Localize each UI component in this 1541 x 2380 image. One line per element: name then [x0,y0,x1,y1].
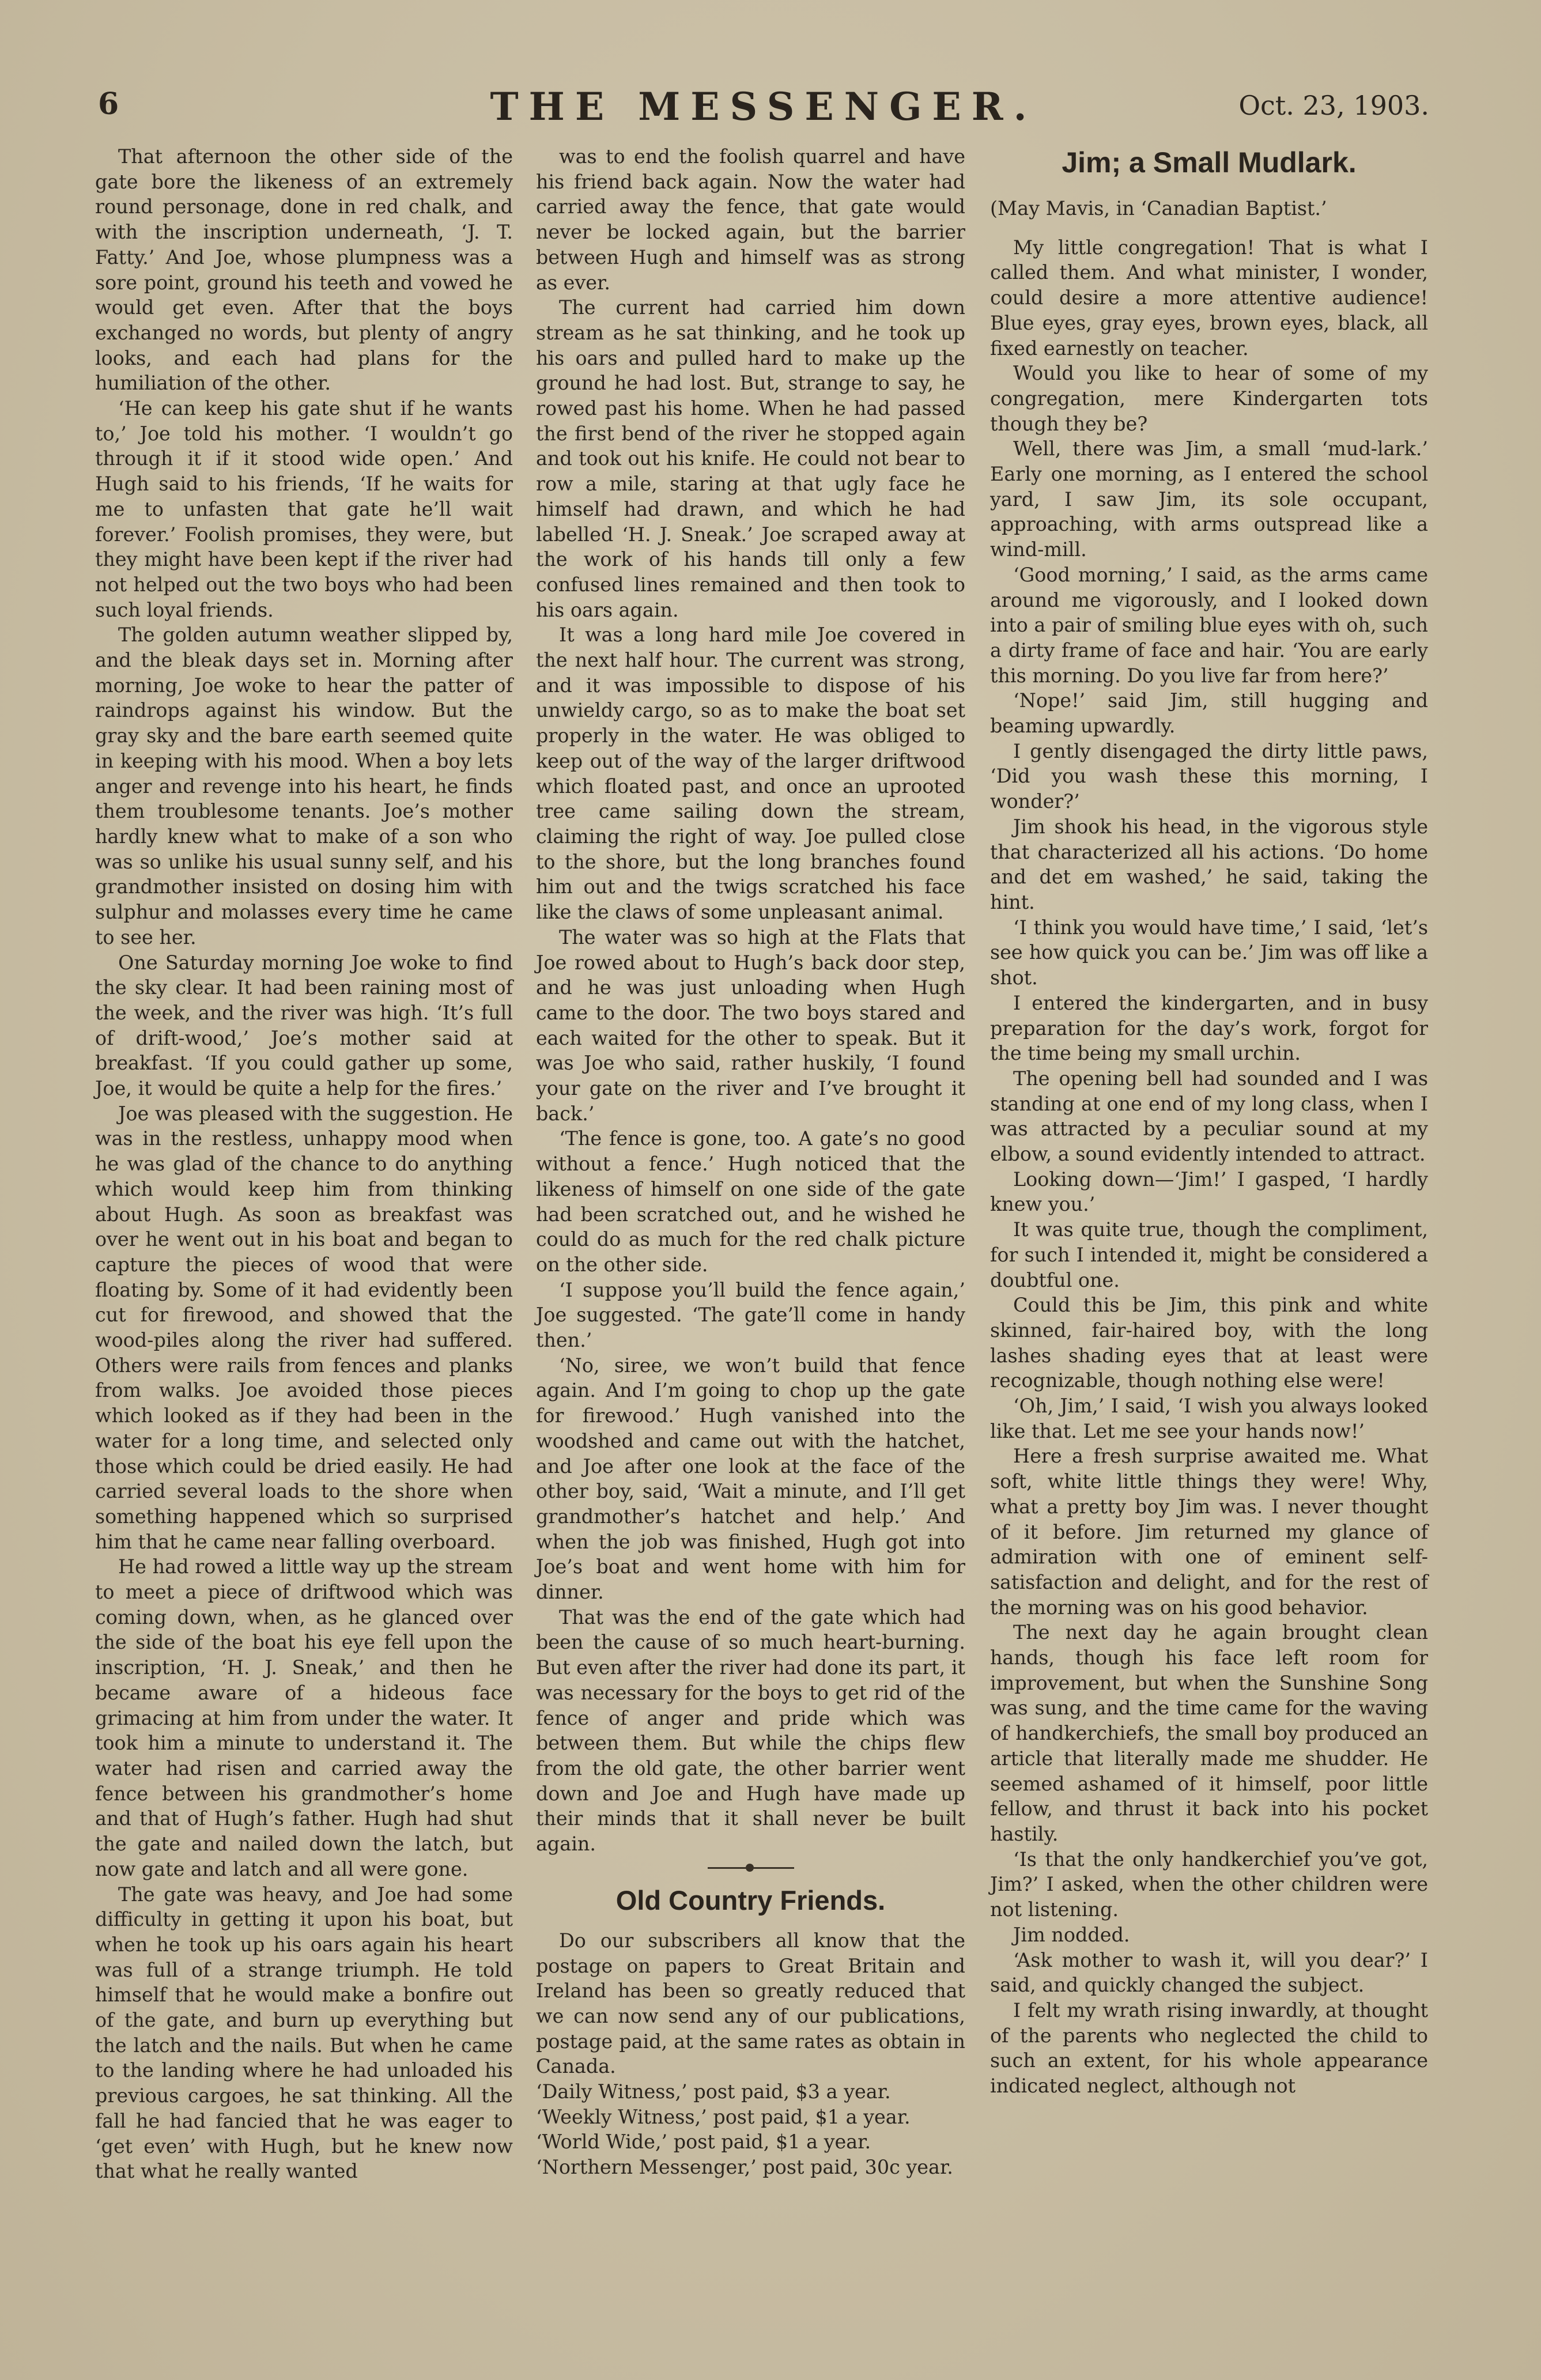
story-paragraph: He had rowed a little way up the stream to meet a piece of driftwood which was coming down, when, as he glanced over the side of the boat his eye fell upon the inscription, ‘H. J. Sneak,’ and then he became aware of a hideous face grimacing at him from under the water. It took him a minute to understand it. The water had risen and carried away the fence between his grandmother’s home and that of Hugh’s father. Hugh had shut the gate and nailed down the latch, but now gate and latch and all were gone. [95,1555,513,1880]
story-paragraph: Jim nodded. [1013,1923,1130,1946]
story-paragraph: ‘He can keep his gate shut if he wants to,’ Joe told his mother. ‘I wouldn’t go through it if it stood wide open.’ And Hugh said to his friends, ‘If he waits for me to unfasten that gate he’ll wait forever.’ Foolish promises, they were, but they might have been kept if the river had not helped out the two boys who had been such loyal friends. [95,397,513,621]
section-divider [708,1861,794,1874]
story-paragraph: The current had carried him down stream as he sat thinking, and he took up his oars and pulled hard to make up the ground he had lost. But, strange to say, he rowed past his home. When he had passed the first bend of the river he stopped again and took out his knife. He could not bear to row a mile, staring at that ugly face he himself had drawn, and which he had labelled ‘H. J. Sneak.’ Joe scraped away at the work of his hands till only a few confused lines remained and then took to his oars again. [536,296,965,621]
newspaper-title: THE MESSENGER. [490,84,1037,129]
story-paragraph: ‘Good morning,’ I said, as the arms came around me vigorously, and I looked down into a pair of smiling blue eyes with oh, such a dirty frame of face and hair. ‘You are early this morning. Do you live far from here?’ [990,563,1428,687]
story-paragraph: That afternoon the other side of the gate bore the likeness of an extremely round personage, done in red chalk, and with the inscription underneath, ‘J. T. Fatty.’ And Joe, whose plumpness was a sore point, ground his teeth and vowed he would get even. After that the boys exchanged no words, but plenty of angry looks, and each had plans for the humiliation of the other. [95,145,513,395]
price-line: ‘Northern Messenger,’ post paid, 30c year. [536,2156,953,2179]
column-3 [990,144,1428,2099]
story-paragraph: Looking down—‘Jim!’ I gasped, ‘I hardly knew you.’ [990,1168,1428,1216]
story-paragraph: My little congregation! That is what I called them. And what minister, I wonder, could desire a more attentive audience! Blue eyes, gray eyes, brown eyes, black, all fixed earnestly on teacher. [990,236,1428,360]
story-paragraph: The next day he again brought clean hands, though his face left room for improvement, but when the Sunshine Song was sung, and the time came for the waving of handkerchiefs, the small boy produced an article that literally made me shudder. He seemed ashamed of it himself, poor little fellow, and thrust it back into his pocket hastily. [990,1621,1428,1845]
price-line: ‘Weekly Witness,’ post paid, $1 a year. [536,2105,911,2128]
story-paragraph: ‘Oh, Jim,’ I said, ‘I wish you always looked like that. Let me see your hands now!’ [990,1395,1428,1442]
story-paragraph: ‘Nope!’ said Jim, still hugging and beaming upwardly. [990,689,1428,738]
story-paragraph: ‘Ask mother to wash it, will you dear?’ I said, and quickly changed the subject. [990,1948,1428,1997]
story-paragraph: Would you like to hear of some of my congregation, mere Kindergarten tots though they be? [990,362,1428,435]
column-1 [95,144,513,2184]
story-paragraph: The opening bell had sounded and I was standing at one end of my long class, when I was attracted by a peculiar sound at my elbow, a sound evidently intended to attract. [990,1067,1428,1166]
price-line: ‘World Wide,’ post paid, $1 a year. [536,2130,871,2154]
column-2 [536,144,965,2180]
story-paragraph: The golden autumn weather slipped by, and the bleak days set in. Morning after morning, Joe woke to hear the patter of raindrops against his window. But the gray sky and the bare earth seemed quite in keeping with his mood. When a boy lets anger and revenge into his heart, he finds them troublesome tenants. Joe’s mother hardly knew what to make of a son who was so unlike his usual sunny self, and his grandmother insisted on dosing him with sulphur and molasses every time he came to see her. [95,624,513,949]
story-paragraph: It was quite true, though the compliment, for such I intended it, might be considered a doubtful one. [990,1218,1428,1291]
story-paragraph: I felt my wrath rising inwardly, at thought of the parents who neglected the child to such an extent, for his whole appearance indicated neglect, although not [990,1999,1428,2098]
byline: (May Mavis, in ‘Canadian Baptist.’ [990,197,1327,220]
story-paragraph: was to end the foolish quarrel and have his friend back again. Now the water had carried away the fence, that gate would never be locked again, but the barrier between Hugh and himself was as strong as ever. [536,145,965,294]
story-paragraph: Well, there was Jim, a small ‘mud-lark.’ Early one morning, as I entered the school yard, I saw Jim, its sole occupant, approaching, with arms outspread like a wind-mill. [990,437,1428,561]
story-paragraph: ‘I suppose you’ll build the fence again,’ Joe suggested. ‘The gate’ll come in handy then.’ [536,1278,965,1352]
story-paragraph: ‘The fence is gone, too. A gate’s no good without a fence.’ Hugh noticed that the likeness of himself on one side of the gate had been scratched out, and he wished he could do as much for the red chalk picture on the other side. [536,1127,965,1276]
notice-paragraph: Do our subscribers all know that the postage on papers to Great Britain and Ireland has been so greatly reduced that we can now send any of our publications, postage paid, at the same rates as obtain in Canada. [536,1929,965,2078]
masthead [98,86,1429,133]
article-title: Old Country Friends. [615,1884,886,1916]
story-paragraph: Joe was pleased with the suggestion. He was in the restless, unhappy mood when he was glad of the chance to do anything which would keep him from thinking about Hugh. As soon as breakfast was over he went out in his boat and began to capture the pieces of wood that were floating by. Some of it had evidently been cut for firewood, and showed that the wood-piles along the river had suffered. Others were rails from fences and planks from walks. Joe avoided those pieces which looked as if they had been in the water for a long time, and selected only those which could be dried easily. He had carried several loads to the shore when something happened which so surprised him that he came near falling overboard. [95,1102,513,1553]
story-paragraph: One Saturday morning Joe woke to find the sky clear. It had been raining most of the week, and the river was high. ‘It’s full of drift-wood,’ Joe’s mother said at breakfast. ‘If you could gather up some, Joe, it would be quite a help for the fires.’ [95,951,513,1100]
story-paragraph: That was the end of the gate which had been the cause of so much heart-burning. But even after the river had done its part, it was necessary for the boys to get rid of the fence of anger and pride which was between them. But while the chips flew from the old gate, the other barrier went down and Joe and Hugh have made up their minds that it shall never be built again. [536,1605,965,1856]
story-paragraph: Could this be Jim, this pink and white skinned, fair-haired boy, with the long lashes shading eyes that at least were recognizable, though nothing else were! [990,1294,1428,1392]
story-paragraph: I entered the kindergarten, and in busy preparation for the day’s work, forgot for the time being my small urchin. [990,991,1428,1065]
story-paragraph: ‘I think you would have time,’ I said, ‘let’s see how quick you can be.’ Jim was off like a shot. [990,916,1428,989]
story-paragraph: ‘No, siree, we won’t build that fence again. And I’m going to chop up the gate for firewood.’ Hugh vanished into the woodshed and came out with the hatchet, and Joe after one look at the face of the other boy, said, ‘Wait a minute, and I’ll get grandmother’s hatchet and help.’ And when the job was finished, Hugh got into Joe’s boat and went home with him for dinner. [536,1354,965,1604]
story-paragraph: Here a fresh surprise awaited me. What soft, white little things they were! Why, what a pretty boy Jim was. I never thought of it before. Jim returned my glance of admiration with one of eminent self-satisfaction and delight, and for the rest of the morning was on his good behavior. [990,1445,1428,1619]
story-paragraph: The water was so high at the Flats that Joe rowed about to Hugh’s back door step, and he was just unloading when Hugh came to the door. The two boys stared and each waited for the other to speak. But it was Joe who said, rather huskily, ‘I found your gate on the river and I’ve brought it back.’ [536,925,965,1125]
article-title: Jim; a Small Mudlark. [1062,146,1357,179]
page-number: 6 [98,86,119,122]
price-line: ‘Daily Witness,’ post paid, $3 a year. [536,2080,891,2103]
story-paragraph: It was a long hard mile Joe covered in the next half hour. The current was strong, and it was impossible to dispose of his unwieldy cargo, so as to make the boat set properly in the water. He was obliged to keep out of the way of the larger driftwood which floated past, and once an uprooted tree came sailing down the stream, claiming the right of way. Joe pulled close to the shore, but the long branches found him out and the twigs scratched his face like the claws of some unpleasant animal. [536,624,965,924]
story-paragraph: ‘Is that the only handkerchief you’ve got, Jim?’ I asked, when the other children were not listening. [990,1848,1428,1921]
story-paragraph: I gently disengaged the dirty little paws, ‘Did you wash these this morning, I wonder?’ [990,739,1428,813]
story-paragraph: The gate was heavy, and Joe had some difficulty in getting it upon his boat, but when he took up his oars again his heart was full of a strange triumph. He told himself that he would make a bonfire out of the gate, and burn up everything but the latch and the nails. But when he came to the landing where he had unloaded his previous cargoes, he sat thinking. All the fall he had fancied that he was eager to ‘get even’ with Hugh, but he knew now that what he really wanted [95,1883,513,2183]
issue-date: Oct. 23, 1903. [1238,90,1429,121]
story-paragraph: Jim shook his head, in the vigorous style that characterized all his actions. ‘Do home and det em washed,’ he said, taking the hint. [990,815,1428,913]
